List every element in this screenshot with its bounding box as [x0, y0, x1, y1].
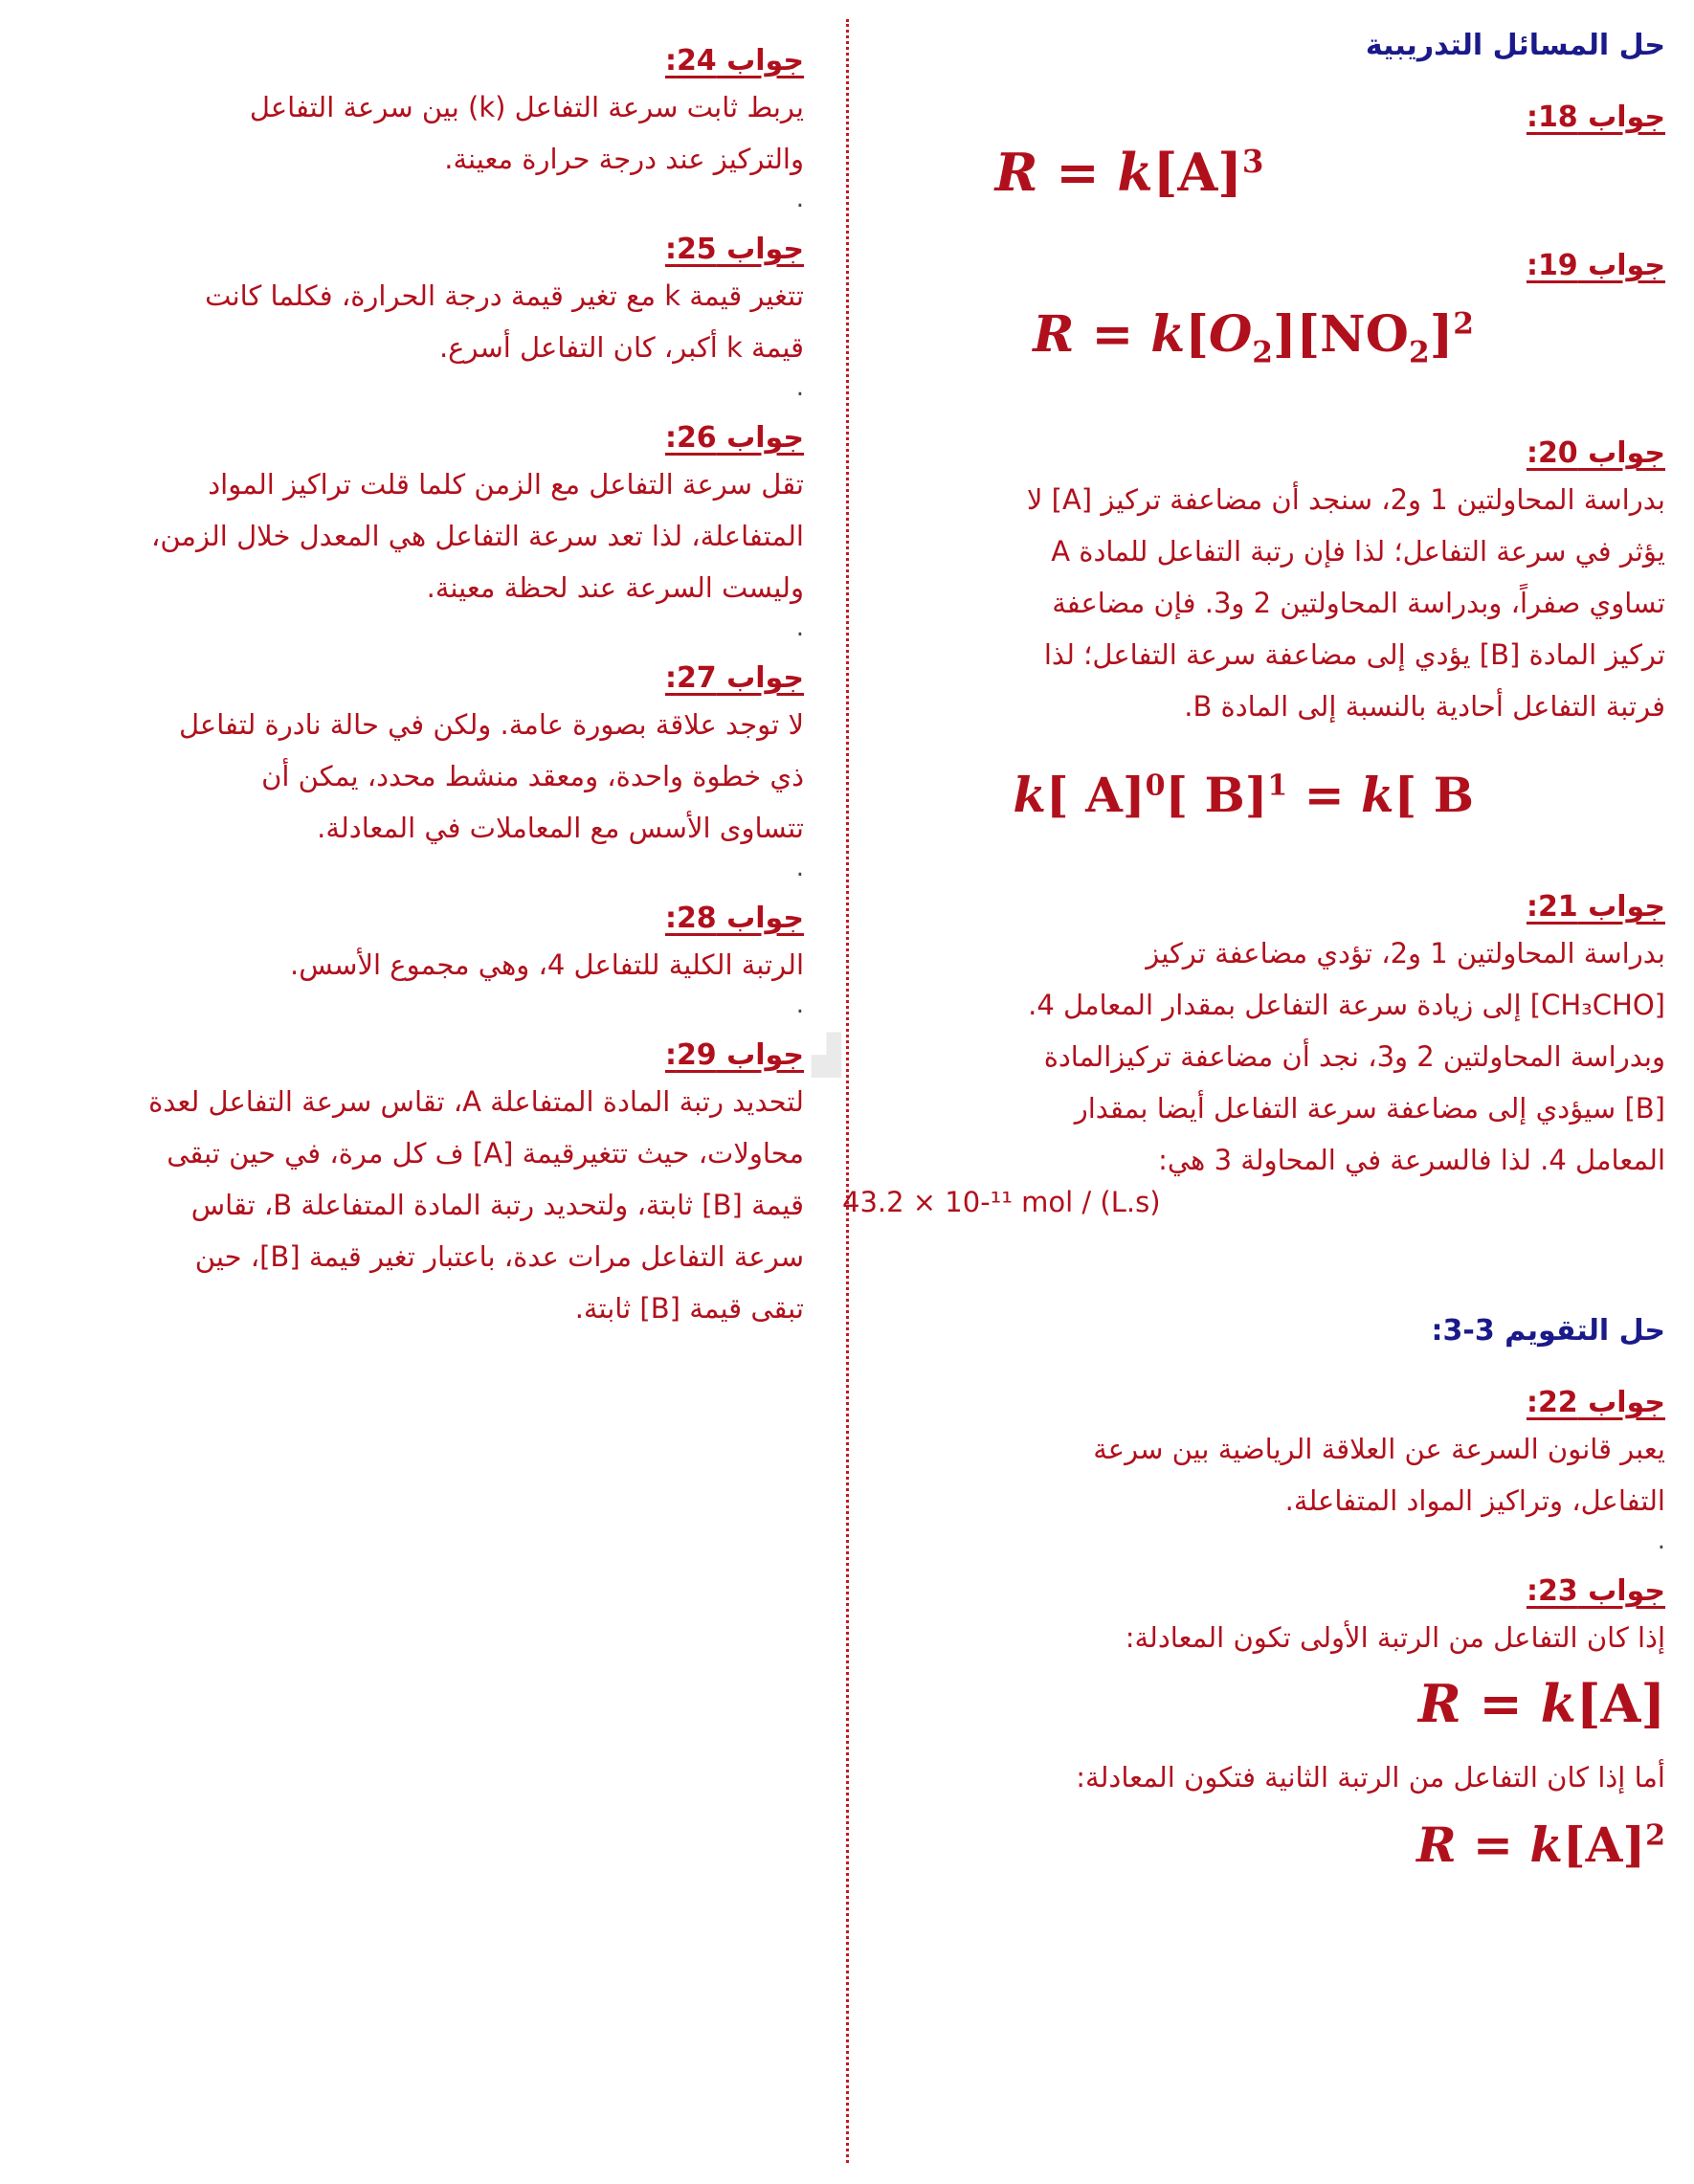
separator-dot: .: [795, 185, 804, 213]
answer-27-line: ذي خطوة واحدة، ومعقد منشط محدد، يمكن أن: [261, 760, 804, 792]
answer-22-line: يعبر قانون السرعة عن العلاقة الرياضية بين سرعة: [1093, 1433, 1665, 1466]
answer-23-line1: إذا كان التفاعل من الرتبة الأولى تكون المعادلة:: [1125, 1621, 1665, 1655]
answer-22-heading: جواب 22:: [1526, 1386, 1665, 1420]
answer-25-heading: جواب 25:: [664, 233, 804, 266]
answer-29-line: لتحديد رتبة المادة المتفاعلة A، تقاس سرعة التفاعل لعدة: [148, 1085, 804, 1118]
answer-27-line: تتساوى الأسس مع المعاملات في المعادلة.: [317, 812, 804, 844]
answer-21-text: [880, 927, 1665, 1186]
watermark-logo: ▟: [812, 1034, 841, 1078]
answer-29-line: محاولات، حيث تتغيرقيمة [A] ف كل مرة، في حين تبقى: [167, 1137, 804, 1170]
answer-25-line: تتغير قيمة k مع تغير قيمة درجة الحرارة، فكلما كانت: [205, 279, 804, 312]
separator-dot: .: [795, 854, 804, 882]
answer-20-line: تساوي صفراً، وبدراسة المحاولتين 2 و3. فإن مضاعفة: [1052, 587, 1665, 620]
answer-21-line: المعامل 4. لذا فالسرعة في المحاولة 3 هي:: [1158, 1144, 1665, 1177]
equation-20: k[ A]$^0$[ B]$^1$ = k[ B: [1013, 767, 1474, 824]
answer-29-line: سرعة التفاعل مرات عدة، باعتبار تغير قيمة [B]، حين: [194, 1240, 804, 1273]
answer-24-heading: جواب 24:: [664, 44, 804, 78]
answer-27-text: [29, 699, 804, 854]
left-column: [29, 44, 804, 1334]
equation-23-first-order: R = k[A]: [1417, 1673, 1665, 1735]
answer-23-line2: أما إذا كان التفاعل من الرتبة الثانية فتكون المعادلة:: [1076, 1761, 1665, 1794]
answer-26-text: [29, 458, 804, 613]
answer-20-text: [880, 474, 1665, 732]
answer-24-text: [29, 81, 804, 185]
answer-23-heading: جواب 23:: [1526, 1574, 1665, 1609]
answer-29-line: تبقى قيمة [B] ثابتة.: [574, 1292, 804, 1325]
answer-21-line: وبدراسة المحاولتين 2 و3، نجد أن مضاعفة تركيزالمادة: [1043, 1040, 1665, 1074]
equation-23-second-order: $R = k[A]^2$: [1416, 1816, 1665, 1874]
answer-20-line: تركيز المادة [B] يؤدي إلى مضاعفة سرعة التفاعل؛ لذا: [1043, 638, 1665, 672]
answer-27-heading: جواب 27:: [664, 661, 804, 695]
answer-19-heading: جواب 19:: [1526, 249, 1665, 282]
answer-21-line: بدراسة المحاولتين 1 و2، تؤدي مضاعفة تركيز: [1146, 937, 1665, 970]
answer-28-heading: جواب 28:: [664, 902, 804, 935]
equation-18: $R = k[A]^3$: [994, 142, 1264, 203]
answer-29-heading: جواب 29:: [664, 1038, 804, 1072]
answer-29-line: قيمة [B] ثابتة، ولتحديد رتبة المادة المتفاعلة B، تقاس: [190, 1189, 804, 1221]
answer-22-text: [880, 1423, 1665, 1527]
answer-18-heading: جواب 18:: [1526, 100, 1665, 134]
separator-dot: .: [795, 613, 804, 642]
separator-dot: .: [795, 373, 804, 402]
answer-20-line: بدراسة المحاولتين 1 و2، سنجد أن مضاعفة تركيز [A] لا: [1026, 483, 1665, 517]
separator-dot: .: [1657, 1527, 1665, 1556]
answer-26-line: المتفاعلة، لذا تعد سرعة التفاعل هي المعدل خلال الزمن،: [150, 520, 804, 552]
answer-20-line: يؤثر في سرعة التفاعل؛ لذا فإن رتبة التفاعل للمادة A: [1051, 535, 1665, 568]
answer-24-line: يربط ثابت سرعة التفاعل (k) بين سرعة التفاعل: [249, 91, 804, 123]
answer-26-line: وليست السرعة عند لحظة معينة.: [426, 571, 804, 604]
answer-25-line: قيمة k أكبر، كان التفاعل أسرع.: [438, 331, 804, 364]
section-title-assessment: حل التقويم 3-3:: [1431, 1314, 1665, 1348]
answer-26-line: تقل سرعة التفاعل مع الزمن كلما قلت تراكيز المواد: [208, 468, 804, 501]
answer-21-result: 43.2 × 10-¹¹ mol / (L.s): [842, 1186, 1161, 1219]
answer-20-line: فرتبة التفاعل أحادية بالنسبة إلى المادة B.: [1184, 690, 1665, 724]
answer-24-line: والتركيز عند درجة حرارة معينة.: [444, 143, 804, 175]
answer-29-text: [29, 1076, 804, 1334]
answer-28-text: [29, 939, 804, 991]
answer-26-heading: جواب 26:: [664, 421, 804, 455]
section-title-practice: حل المسائل التدريبية: [1365, 29, 1665, 62]
answer-20-heading: جواب 20:: [1526, 436, 1665, 471]
answer-22-line: التفاعل، وتراكيز المواد المتفاعلة.: [1284, 1484, 1665, 1518]
equation-19: $R = k[O_2][NO_2]^2$: [1033, 305, 1474, 370]
answer-21-heading: جواب 21:: [1526, 890, 1665, 925]
answer-25-text: [29, 270, 804, 373]
answer-21-line: [B] سيؤدي إلى مضاعفة سرعة التفاعل أيضا بمقدار: [1074, 1092, 1665, 1125]
answer-28-line: الرتبة الكلية للتفاعل 4، وهي مجموع الأسس.: [289, 948, 804, 981]
answer-27-line: لا توجد علاقة بصورة عامة. ولكن في حالة نادرة لتفاعل: [178, 708, 804, 741]
answer-21-line: [CH₃CHO] إلى زيادة سرعة التفاعل بمقدار المعامل 4.: [1028, 989, 1665, 1022]
right-column: [842, 29, 1665, 1874]
separator-dot: .: [795, 991, 804, 1019]
